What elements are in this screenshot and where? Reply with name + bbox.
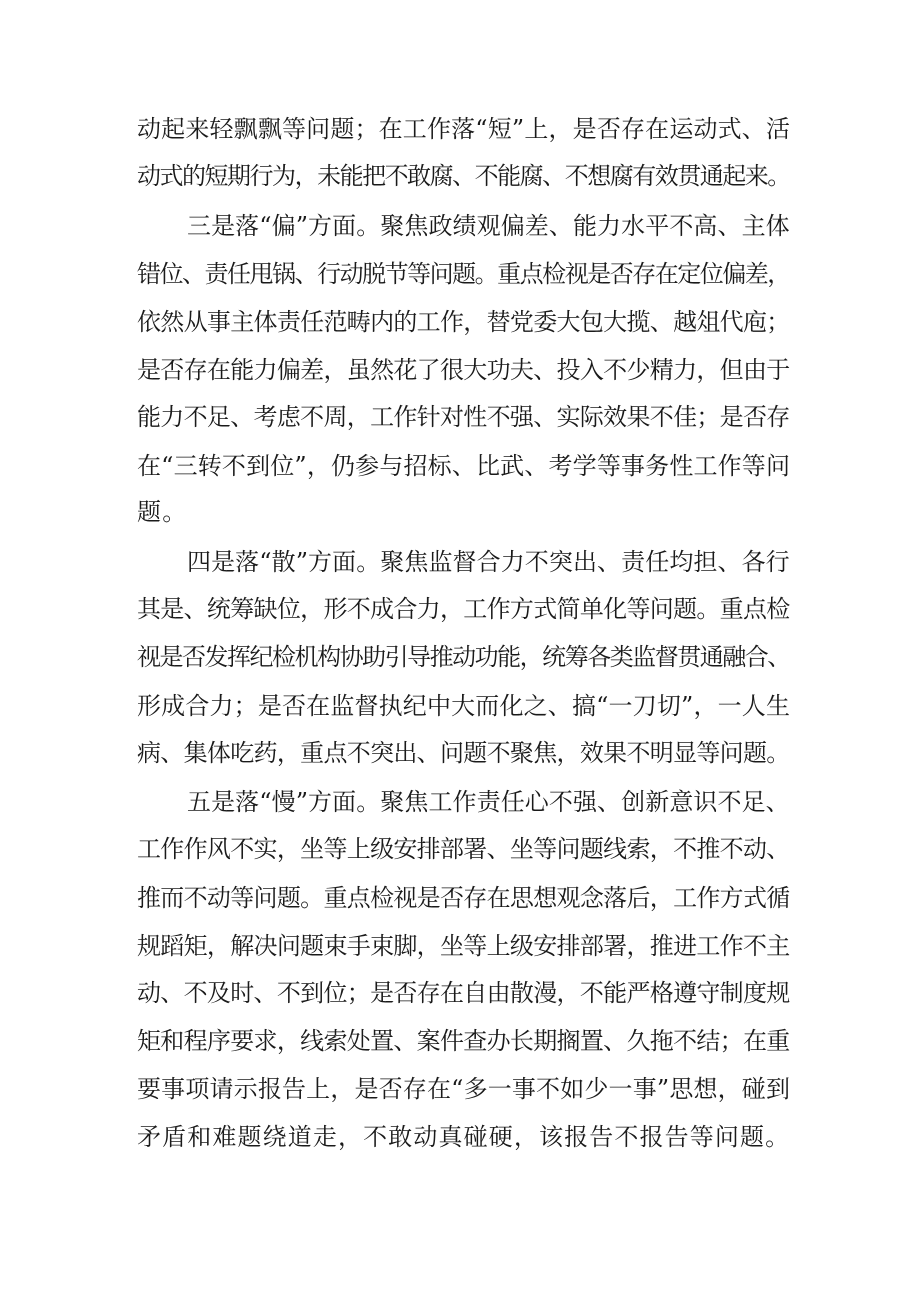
paragraph-start-line: 三是落“偏”方面。聚焦政绩观偏差、能力水平不高、主体 (187, 212, 790, 240)
text-line: 题。 (137, 498, 188, 526)
text-line: 要事项请示报告上，是否存在“多一事不如少一事”思想，碰到 (137, 1075, 791, 1103)
text-line: 形成合力；是否在监督执纪中大而化之、搞“一刀切”，一人生 (137, 692, 791, 720)
text-line: 动、不及时、不到位；是否存在自由散漫，不能严格遵守制度规 (137, 979, 790, 1007)
text-line: 依然从事主体责任范畴内的工作，替党委大包大揽、越俎代庖； (137, 308, 790, 336)
text-line: 其是、统筹缺位，形不成合力，工作方式简单化等问题。重点检 (137, 595, 790, 623)
text-line: 矛盾和难题绕道走，不敢动真碰硬，该报告不报告等问题。 (137, 1123, 791, 1151)
text-line: 推而不动等问题。重点检视是否存在思想观念落后，工作方式循 (137, 884, 790, 912)
text-line: 视是否发挥纪检机构协助引导推动功能，统筹各类监督贯通融合、 (137, 643, 790, 671)
text-line: 是否存在能力偏差，虽然花了很大功夫、投入不少精力，但由于 (137, 356, 790, 384)
text-line: 动起来轻飘飘等问题；在工作落“短”上，是否存在运动式、活 (137, 115, 791, 143)
text-line: 错位、责任甩锅、行动脱节等问题。重点检视是否存在定位偏差， (137, 260, 790, 288)
text-line: 能力不足、考虑不周，工作针对性不强、实际效果不佳；是否存 (137, 403, 790, 431)
text-line: 工作作风不实，坐等上级安排部署、坐等问题线索，不推不动、 (137, 835, 790, 863)
text-line: 病、集体吃药，重点不突出、问题不聚焦，效果不明显等问题。 (137, 739, 790, 767)
paragraph-start-line: 五是落“慢”方面。聚焦工作责任心不强、创新意识不足、 (187, 788, 790, 816)
text-line: 在“三转不到位”，仍参与招标、比武、考学等事务性工作等问 (137, 452, 791, 480)
text-line: 矩和程序要求，线索处置、案件查办长期搁置、久拖不结；在重 (137, 1027, 790, 1055)
text-line: 动式的短期行为，未能把不敢腐、不能腐、不想腐有效贯通起来。 (137, 162, 790, 190)
text-line: 规蹈矩，解决问题束手束脚，坐等上级安排部署，推进工作不主 (137, 932, 790, 960)
paragraph-start-line: 四是落“散”方面。聚焦监督合力不突出、责任均担、各行 (187, 548, 790, 576)
